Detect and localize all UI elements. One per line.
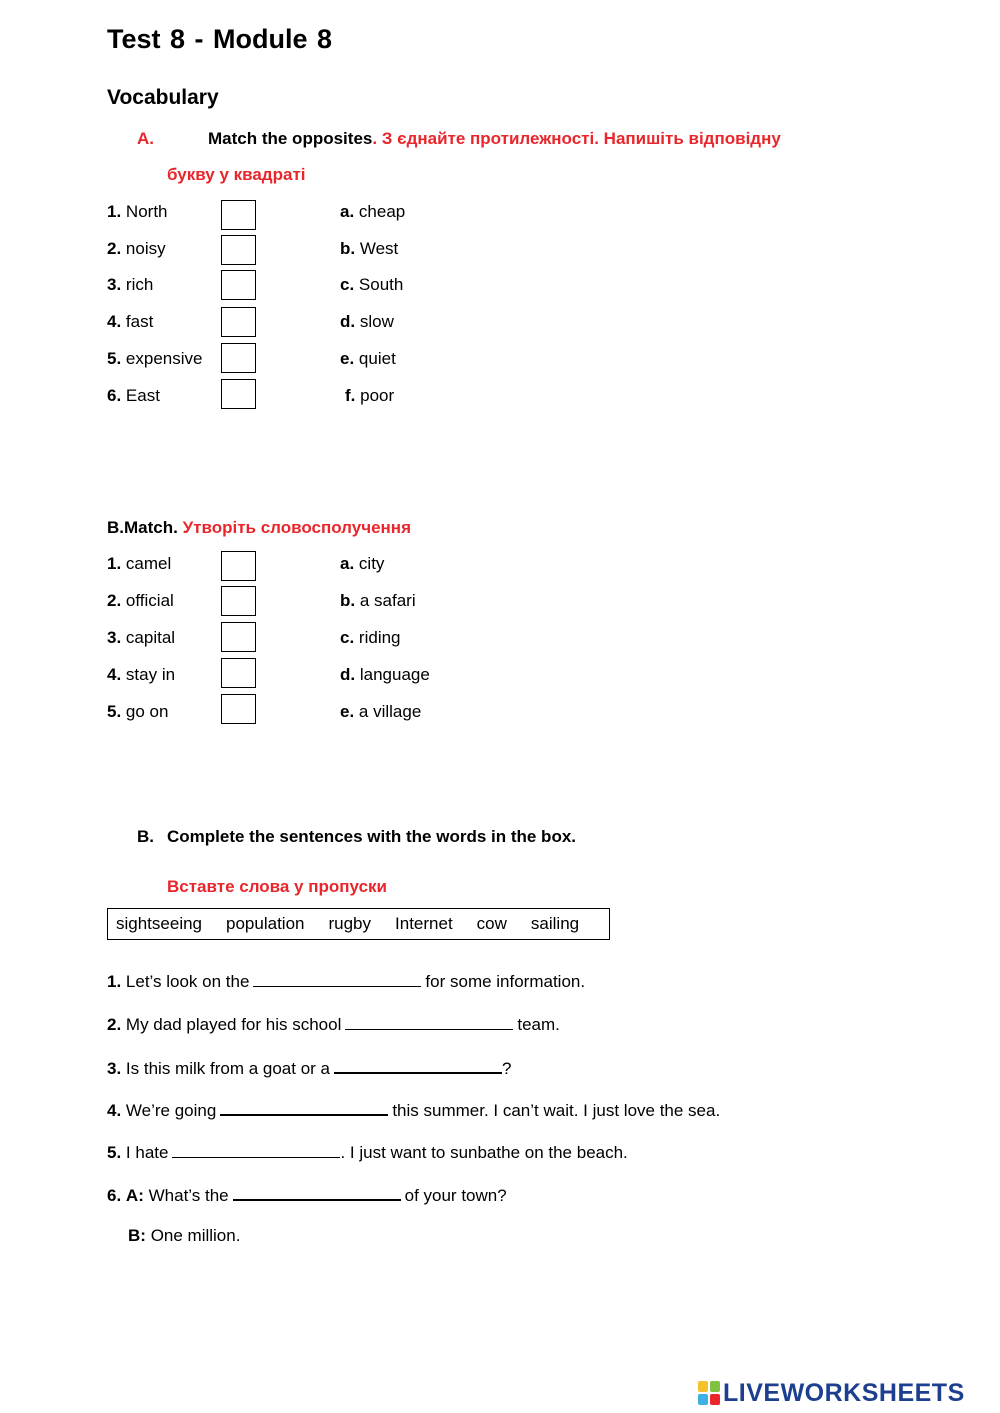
part-a-right-item-e: e. quiet [340, 349, 396, 368]
part-b-left-item-2: 2. official [107, 591, 174, 610]
word-box-item: cow [476, 914, 507, 933]
part-a-left-item-5: 5. expensive [107, 349, 203, 368]
word-box-item: sailing [530, 914, 580, 933]
page-title: Test 8 - Module 8 [107, 24, 333, 54]
part-a-answer-box-2[interactable] [221, 235, 256, 265]
liveworksheets-logo-icon [698, 1381, 720, 1405]
blank-input-3[interactable] [334, 1057, 502, 1074]
part-b-left-item-5: 5. go on [107, 702, 169, 721]
blank-input-5[interactable] [172, 1142, 340, 1158]
section-title-vocabulary: Vocabulary [107, 86, 219, 109]
part-a-left-item-1: 1. North [107, 202, 168, 221]
part-a-right-item-d: d. slow [340, 312, 394, 331]
part-b-answer-box-5[interactable] [221, 694, 256, 724]
part-b-right-item-b: b. a safari [340, 591, 416, 610]
part-a-right-item-f: f. poor [345, 386, 395, 405]
blank-input-4[interactable] [220, 1099, 388, 1116]
sentence-3: 3. Is this milk from a goat or a ? [107, 1059, 512, 1078]
part-a-instruction-ua-line2: букву у квадраті [167, 165, 306, 184]
part-a-answer-box-3[interactable] [221, 270, 256, 300]
part-b-right-item-a: a. city [340, 554, 385, 573]
part-b-answer-box-4[interactable] [221, 658, 256, 688]
part-b-instruction: B.Match. Утворіть словосполучення [107, 518, 411, 537]
logo-text: LIVEWORKSHEETS [723, 1378, 965, 1407]
part-b-answer-box-2[interactable] [221, 586, 256, 616]
part-a-answer-box-5[interactable] [221, 343, 256, 373]
part-b-right-item-e: e. a village [340, 702, 422, 721]
part-a-right-item-c: c. South [340, 275, 404, 294]
part-a-instruction [208, 129, 781, 149]
sentence-5: 5. I hate . I just want to sunbathe on the beach. [107, 1143, 628, 1162]
part-a-answer-box-1[interactable] [221, 200, 256, 230]
blank-input-6[interactable] [233, 1184, 401, 1201]
part-a-answer-box-4[interactable] [221, 307, 256, 337]
part-a-instruction-ua: . З єднайте протилежності. Напишіть відповідну [372, 129, 781, 148]
part-a-answer-box-6[interactable] [221, 379, 256, 409]
sentence-4: 4. We’re going this summer. I can’t wait. I just love the sea. [107, 1101, 721, 1120]
blank-input-2[interactable] [345, 1014, 513, 1030]
part-c-instruction-en: Complete the sentences with the words in the box. [167, 827, 577, 846]
blank-input-1[interactable] [253, 971, 421, 987]
sentence-6: 6. A: What’s the of your town? [107, 1186, 507, 1205]
part-b-left-item-4: 4. stay in [107, 665, 176, 684]
liveworksheets-logo[interactable] [698, 1378, 965, 1408]
part-b-right-item-c: c. riding [340, 628, 401, 647]
word-box-item: Internet [395, 914, 453, 933]
part-b-left-item-3: 3. capital [107, 628, 176, 647]
part-c-label: B. [137, 827, 154, 846]
part-a-left-item-2: 2. noisy [107, 239, 166, 258]
word-box [107, 908, 610, 940]
part-a-left-item-6: 6. East [107, 386, 160, 405]
part-a-right-item-a: a. cheap [340, 202, 406, 221]
part-b-answer-box-1[interactable] [221, 551, 256, 581]
part-a-left-item-4: 4. fast [107, 312, 154, 331]
part-b-left-item-1: 1. camel [107, 554, 172, 573]
word-box-item: sightseeing [116, 914, 203, 933]
sentence-1: 1. Let’s look on the for some information. [107, 972, 586, 991]
word-box-item: population [226, 914, 305, 933]
word-box-item: rugby [328, 914, 372, 933]
part-a-left-item-3: 3. rich [107, 275, 154, 294]
part-b-right-item-d: d. language [340, 665, 430, 684]
part-b-answer-box-3[interactable] [221, 622, 256, 652]
sentence-6-reply: B: One million. [128, 1226, 241, 1245]
part-a-right-item-b: b. West [340, 239, 399, 258]
sentence-2: 2. My dad played for his school team. [107, 1015, 560, 1034]
part-a-instruction-en: Match the opposites [208, 129, 373, 148]
part-c-instruction-ua: Вставте слова у пропуски [167, 877, 387, 896]
part-a-label: A. [137, 129, 154, 148]
